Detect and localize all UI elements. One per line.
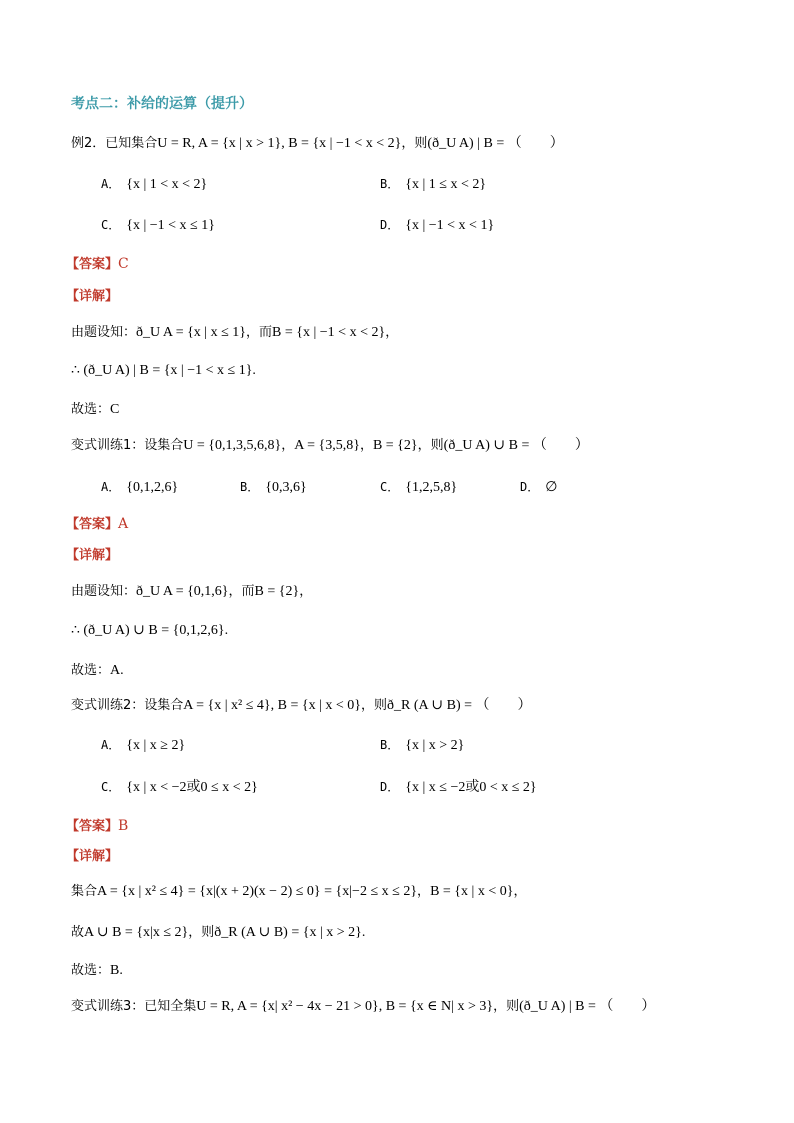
variant-2-detail-line-1: 集合A = {x | x² ≤ 4} = {x|(x + 2)(x − 2) ≤ 0} = {x|−2 ≤ x ≤ 2}，B = {x | x < 0}，: [71, 884, 527, 899]
example-2-option-b: B． {x | 1 ≤ x < 2}: [380, 177, 487, 192]
variant-2-question: 变式训练2：设集合A = {x | x² ≤ 4}, B = {x | x < 0}，则ð_R (A ∪ B) = （ ）: [71, 698, 532, 713]
example-2-detail-label: 【详解】: [66, 289, 119, 304]
variant-1-option-c: C． {1,2,5,8}: [380, 480, 458, 495]
variant-1-detail-line-2: ∴ (ð_U A) ∪ B = {0,1,2,6}.: [71, 623, 229, 638]
variant-1-answer-value: A: [118, 516, 129, 532]
example-2-question: [71, 134, 564, 153]
example-2-option-c: C． {x | −1 < x ≤ 1}: [101, 218, 215, 233]
variant-1-answer: 【答案】A: [66, 516, 129, 532]
variant-2-option-b: B． {x | x > 2}: [380, 738, 465, 753]
variant-1-option-a: A． {0,1,2,6}: [101, 480, 179, 495]
example-2-sets: U = R, A = {x | x > 1}, B = {x | −1 < x < 2}: [157, 136, 402, 151]
variant-1-question: 变式训练1：设集合U = {0,1,3,5,6,8}，A = {3,5,8}，B = {2}，则(ð_U A) ∪ B = （ ）: [71, 438, 589, 453]
variant-1-option-d: D． ∅: [520, 480, 558, 495]
variant-3-question: 变式训练3：已知全集U = R, A = {x| x² − 4x − 21 > 0}, B = {x ∈ N| x > 3}，则(ð_U A) | B = （ ）: [71, 999, 656, 1014]
variant-2-answer: 【答案】B: [66, 818, 129, 834]
example-2-prompt: 例2．已知集合: [71, 136, 158, 151]
example-2-detail-line-2: ∴ (ð_U A) | B = {x | −1 < x ≤ 1}.: [71, 363, 256, 378]
variant-2-detail-line-2: 故A ∪ B = {x|x ≤ 2}，则ð_R (A ∪ B) = {x | x > 2}.: [71, 925, 366, 940]
variant-2-detail-label: 【详解】: [66, 849, 119, 864]
example-2-expression: (ð_U A) | B = （ ）: [427, 136, 564, 151]
example-2-option-d: D． {x | −1 < x < 1}: [380, 218, 495, 233]
variant-2-option-c: C． {x | x < −2或0 ≤ x < 2}: [101, 780, 258, 795]
example-2-option-a: A． {x | 1 < x < 2}: [101, 177, 208, 192]
variant-2-option-d: D． {x | x ≤ −2或0 < x ≤ 2}: [380, 780, 537, 795]
example-2-detail-line-1: 由题设知：ð_U A = {x | x ≤ 1}，而B = {x | −1 < x < 2}，: [71, 325, 399, 340]
variant-2-choose: 故选：B.: [71, 963, 123, 978]
variant-1-detail-line-1: 由题设知：ð_U A = {0,1,6}，而B = {2}，: [71, 584, 313, 599]
example-2-answer: 【答案】C: [66, 256, 129, 272]
example-2-choose: 故选：C: [71, 402, 120, 417]
example-2-answer-value: C: [118, 256, 129, 272]
section-title: 考点二：补给的运算（提升）: [71, 96, 253, 112]
variant-2-option-a: A． {x | x ≥ 2}: [101, 738, 186, 753]
variant-1-choose: 故选：A.: [71, 663, 124, 678]
variant-1-option-b: B． {0,3,6}: [240, 480, 307, 495]
example-2-then: ，则: [401, 136, 428, 151]
variant-2-answer-value: B: [118, 818, 129, 834]
variant-1-detail-label: 【详解】: [66, 548, 119, 563]
